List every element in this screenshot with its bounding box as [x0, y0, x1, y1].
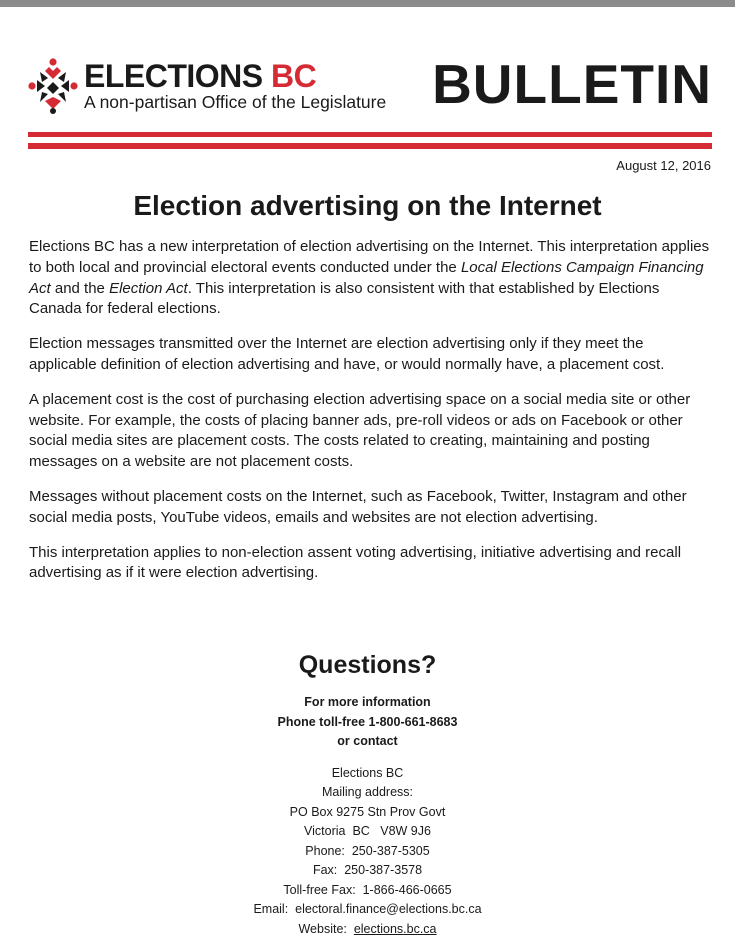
phone-line — [0, 842, 735, 862]
phone-number: 250-387-5305 — [351, 843, 430, 858]
act-title-lecfa: Local Elections Campaign Financing Act — [29, 258, 704, 297]
act-title-election-act: Election Act — [109, 279, 188, 297]
paragraph-4: Messages without placement costs on the Internet, such as Facebook, Twitter, Instagram and other social media posts, YouTube videos, emails and websites are not election advertising. — [29, 487, 687, 526]
email-line — [0, 900, 735, 920]
red-rule-thick — [28, 143, 712, 149]
fax-number: 250-387-3578 — [344, 863, 423, 877]
paragraph-3: A placement cost is the cost of purchasing election advertising space on a social media site or other website. For example, the costs of placing banner ads, pre-roll videos or ads on Facebook or other social media sites are placement costs. The costs related to creating, maintaining and posting messages on a website are not placement costs. — [29, 390, 691, 471]
more-info-line: For more information — [304, 695, 431, 709]
logo-wordmark — [84, 59, 316, 93]
p1-text-c: . This interpretation is also consistent with that established by Elections Canada for federal elections. — [29, 279, 660, 318]
bulletin-date: August 12, 2016 — [616, 158, 711, 173]
contact-block — [0, 764, 735, 940]
email-label: Email: — [253, 902, 296, 916]
p1-text-a: Elections BC has a new interpretation of election advertising on the Internet. This interpretation applies to both local and provincial electoral events conducted under the — [29, 238, 710, 276]
contact-org: Elections BC — [331, 765, 404, 780]
elections-bc-logo-icon — [28, 58, 78, 114]
letterhead — [28, 53, 712, 115]
page-title: Election advertising on the Internet — [133, 190, 602, 221]
bulletin-body — [29, 237, 711, 598]
toll-free-fax-label: Toll-free Fax: — [283, 882, 363, 897]
toll-free-fax-line — [0, 881, 735, 901]
fax-line — [0, 861, 735, 881]
red-rule-thin — [28, 132, 712, 137]
logo-bc-text: BC — [271, 58, 317, 94]
city-postal: Victoria BC V8W 9J6 — [304, 824, 431, 838]
or-contact-line: or contact — [337, 734, 398, 748]
fax-label: Fax: — [312, 863, 345, 877]
mailing-label: Mailing address: — [321, 785, 413, 799]
website-label: Website: — [298, 921, 354, 936]
top-gray-bar — [0, 0, 735, 7]
phone-label: Phone: — [305, 843, 352, 858]
website-line — [0, 920, 735, 940]
toll-free-phone-line: Phone toll-free 1-800-661-8683 — [277, 714, 458, 729]
website-link[interactable]: elections.bc.ca — [353, 921, 437, 936]
toll-free-fax-number: 1-866-466-0665 — [362, 882, 452, 897]
logo-subtitle: A non-partisan Office of the Legislature — [84, 92, 387, 112]
paragraph-5: This interpretation applies to non-election assent voting advertising, initiative advertising and recall advertising as if it were election advertising. — [29, 543, 682, 582]
logo-elections-text: ELECTIONS — [84, 58, 263, 94]
paragraph-2: Election messages transmitted over the Internet are election advertising only if they meet the applicable definition of election advertising and have, or would normally have, a placement cost. — [29, 335, 665, 373]
questions-section — [0, 648, 735, 939]
email-address: electoral.finance@elections.bc.ca — [295, 902, 482, 916]
po-box: PO Box 9275 Stn Prov Govt — [289, 804, 446, 819]
bulletin-heading: BULLETIN — [432, 53, 712, 115]
p1-text-b: and the — [50, 279, 110, 297]
questions-heading: Questions? — [298, 651, 437, 679]
paragraph-1 — [29, 237, 711, 320]
